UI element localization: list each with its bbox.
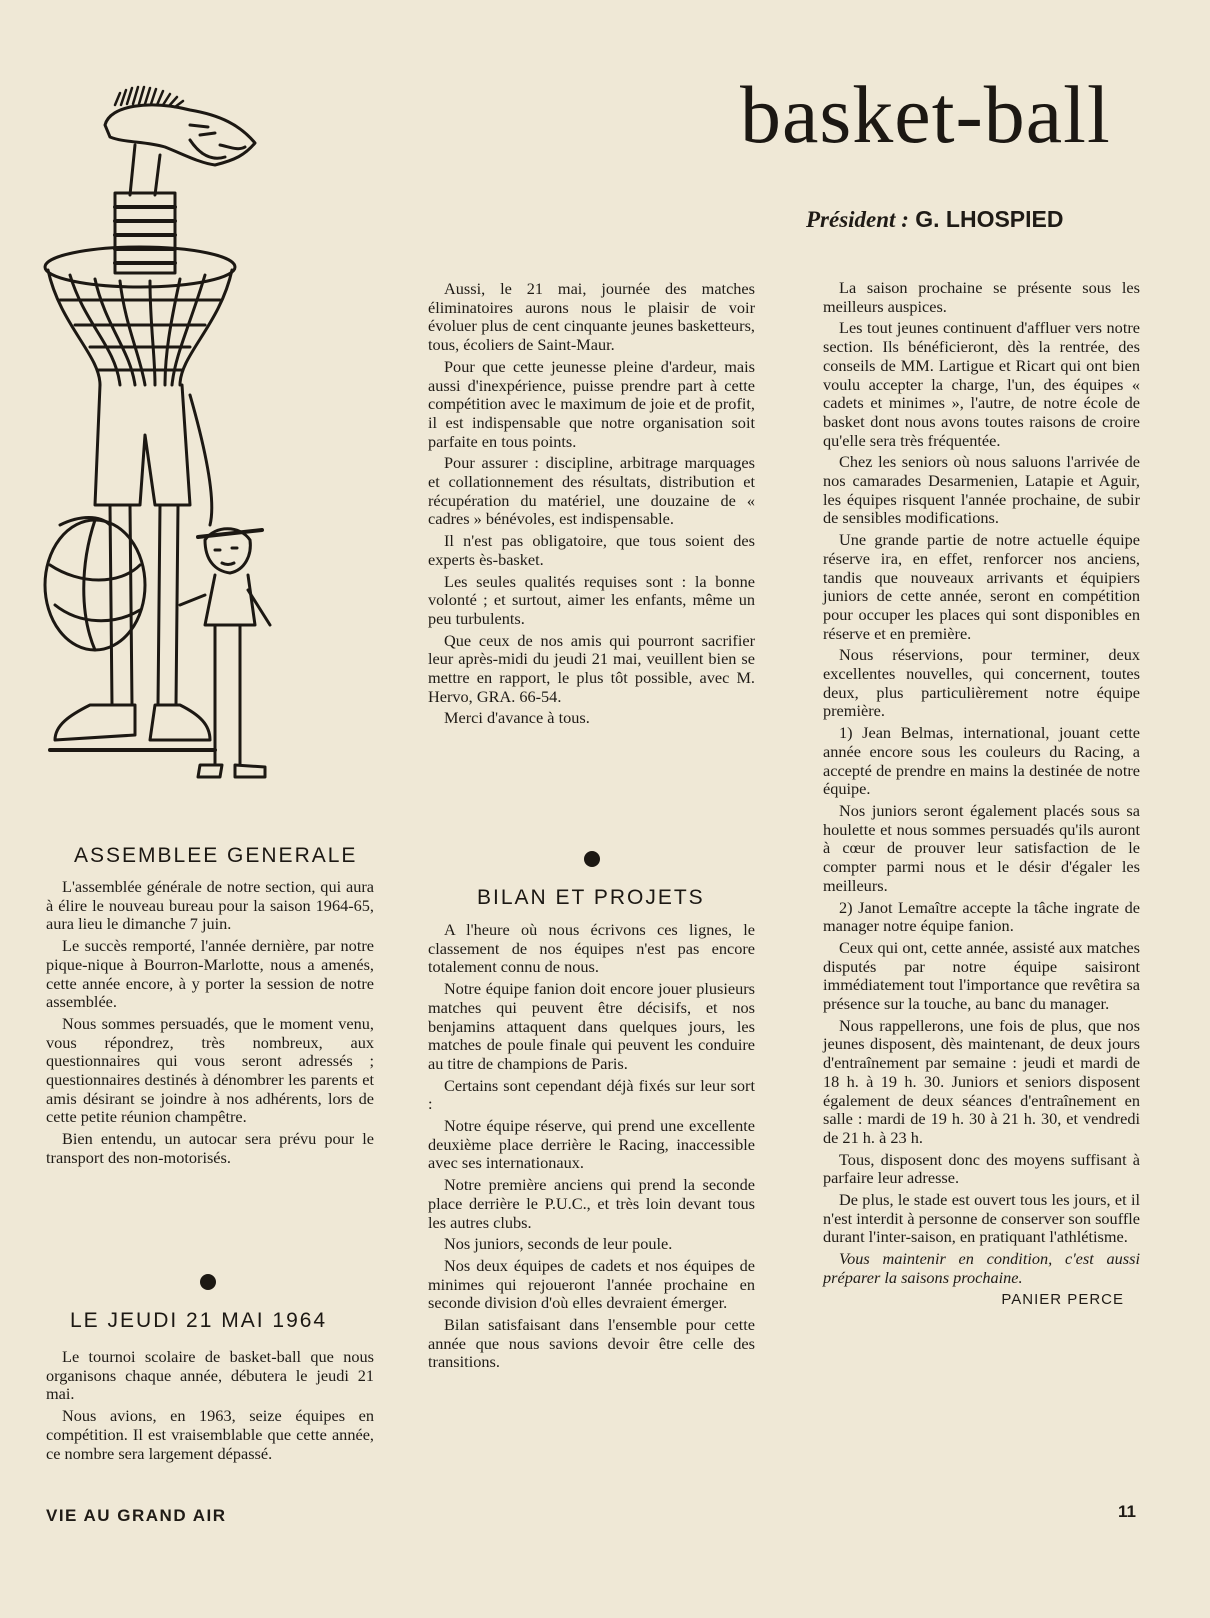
paragraph: Pour que cette jeunesse pleine d'ardeur, mais aussi d'inexpérience, puisse prendre part à cette compétition avec le maximum de joie et de profit, il est indispensable que notre organisation soit parfaite en tous points.: [428, 356, 755, 451]
paragraph: 1) Jean Belmas, international, jouant cette année encore sous les couleurs du Racing, a accepté de prendre en mains la destinée de notre équipe.: [823, 723, 1140, 799]
paragraph: L'assemblée générale de notre section, qui aura à élire le nouveau bureau pour la saison 1964-65, aura lieu le dimanche 7 juin.: [46, 877, 374, 934]
jeudi-text: [46, 1348, 374, 1466]
author-signature: PANIER PERCE: [1001, 1290, 1124, 1308]
paragraph: Le tournoi scolaire de basket-ball que nous organisons chaque année, débutera le jeudi 21 mai.: [46, 1347, 374, 1404]
paragraph: 2) Janot Lemaître accepte la tâche ingrate de manager notre équipe fanion.: [823, 897, 1140, 936]
paragraph: La saison prochaine se présente sous les meilleurs auspices.: [823, 278, 1140, 316]
paragraph: Les tout jeunes continuent d'affluer vers notre section. Ils bénéficieront, dès la rentrée, des conseils de MM. Lartigue et Ricart qui ont bien voulu accepter la charge, l'un, des équipes « cadets et minimes », l'autre, de notre école de basket dont nous avons toutes raisons de croire qu'elle sera très fréquentée.: [823, 318, 1140, 450]
basketball-player-cartoon-icon: [40, 85, 280, 815]
assemblee-heading: ASSEMBLEE GENERALE: [74, 844, 358, 867]
assemblee-text: [46, 878, 374, 1171]
section-bullet: [200, 1274, 216, 1290]
paragraph: Une grande partie de notre actuelle équipe réserve ira, en effet, renforcer nos anciens, tandis que nouveaux arrivants et équipiers juniors de cette année, seront en compétition pour occuper les places qui sont disponibles en réserve et en première.: [823, 530, 1140, 643]
tournoi-continued-text: [428, 280, 755, 731]
paragraph: Ceux qui ont, cette année, assisté aux matches disputés par notre équipe saisiront immédiatement tout l'importance que revêtira sa présence sur la touche, au banc du manager.: [823, 937, 1140, 1014]
paragraph: Notre équipe fanion doit encore jouer plusieurs matches qui peuvent être décisifs, et nos benjamins attaquent dans quelques jours, les matches de poule finale qui peuvent les conduire au titre de champions de Paris.: [428, 979, 755, 1073]
paragraph: Nos juniors seront également placés sous sa houlette et nous sommes persuadés qu'ils auront à cœur de prouver leur satisfaction de le compter parmi nous et le désir d'égaler les meilleurs.: [823, 800, 1140, 895]
magazine-name: VIE AU GRAND AIR: [46, 1506, 227, 1525]
paragraph: Nos deux équipes de cadets et nos équipes de minimes qui rejoueront l'année prochaine en seconde division d'où elles devraient émerger.: [428, 1255, 755, 1313]
paragraph: Chez les seniors où nous saluons l'arrivée de nos camarades Desarmenien, Latapie et Aguir, les équipes risquent l'année prochaine, de subir de sensibles modifications.: [823, 452, 1140, 528]
president-line: [806, 206, 1064, 233]
section-bullet: [584, 851, 600, 867]
paragraph: Merci d'avance à tous.: [444, 708, 590, 728]
paragraph: De plus, le stade est ouvert tous les jours, et il n'est interdit à personne de conserver son souffle durant l'inter-saison, en pratiquant l'athlétisme.: [823, 1190, 1140, 1247]
paragraph: Certains sont cependant déjà fixés sur leur sort :: [428, 1075, 755, 1114]
president-label: Président :: [806, 207, 909, 232]
closing-remark: Vous maintenir en condition, c'est aussi préparer la saisons prochaine.: [823, 1249, 1140, 1287]
paragraph: Le succès remporté, l'année dernière, par notre pique-nique à Bourron-Marlotte, nous a amenés, cette année encore, à y porter la session de notre assemblée.: [46, 936, 374, 1012]
paragraph: Nos juniors, seconds de leur poule.: [444, 1234, 673, 1254]
paragraph: Notre équipe réserve, qui prend une excellente deuxième place derrière le Racing, inaccessible avec ses internationaux.: [428, 1116, 755, 1173]
paragraph: Tous, disposent donc des moyens suffisant à parfaire leur adresse.: [823, 1149, 1140, 1188]
bilan-heading: BILAN ET PROJETS: [477, 886, 705, 909]
paragraph: Pour assurer : discipline, arbitrage marquages et collationnement des résultats, distribution et récupération du matériel, une douzaine de « cadres » bénévoles, est indispensable.: [428, 453, 755, 529]
paragraph: Aussi, le 21 mai, journée des matches éliminatoires aurons nous le plaisir de voir évoluer plus de cent cinquante jeunes basketteurs, tous, écoliers de Saint-Maur.: [428, 279, 755, 355]
paragraph: Bilan satisfaisant dans l'ensemble pour cette année que nous savions devoir être celle des transitions.: [428, 1315, 755, 1372]
projets-text: [823, 279, 1140, 1312]
bilan-text: [428, 921, 755, 1375]
section-title: basket-ball: [740, 69, 1111, 160]
paragraph: Nous rappellerons, une fois de plus, que nos jeunes disposent, dès maintenant, de deux jours d'entraînement par semaine : jeudi et mardi de 18 h. à 19 h. 30. Juniors et seniors disposent également de deux séances d'entraînement en salle : mardi de 19 h. 30 à 21 h. 30, et vendredi de 21 h. à 23 h.: [823, 1015, 1140, 1147]
jeudi-heading: LE JEUDI 21 MAI 1964: [70, 1309, 328, 1332]
paragraph: A l'heure où nous écrivons ces lignes, le classement de nos équipes n'est pas encore totalement connu de nous.: [428, 920, 755, 977]
paragraph: Nous avions, en 1963, seize équipes en compétition. Il est vraisemblable que cette année, ce nombre sera largement dépassé.: [46, 1406, 374, 1463]
president-name: G. LHOSPIED: [915, 206, 1064, 232]
paragraph: Les seules qualités requises sont : la bonne volonté ; et surtout, aimer les enfants, même un peu turbulents.: [428, 571, 755, 628]
paragraph: Il n'est pas obligatoire, que tous soient des experts ès-basket.: [428, 531, 755, 569]
paragraph: Nous réservions, pour terminer, deux excellentes nouvelles, qui concernent, toutes deux, plus particulièrement notre équipe première.: [823, 645, 1140, 721]
paragraph: Que ceux de nos amis qui pourront sacrifier leur après-midi du jeudi 21 mai, veuillent bien se mettre en rapport, le plus tôt possible, avec M. Hervo, GRA. 66-54.: [428, 630, 755, 706]
paragraph: Nous sommes persuadés, que le moment venu, vous répondrez, très nombreux, aux questionnaires qui vous seront adressés ; questionnaires destinés à dénombrer les parents et amis désirant se joindre à nos adhérents, lors de cette petite réunion champêtre.: [46, 1013, 374, 1127]
page-number: 11: [1118, 1502, 1136, 1521]
paragraph: Bien entendu, un autocar sera prévu pour le transport des non-motorisés.: [46, 1129, 374, 1167]
paragraph: Notre première anciens qui prend la seconde place derrière le P.U.C., et très loin devant tous les autres clubs.: [428, 1175, 755, 1232]
